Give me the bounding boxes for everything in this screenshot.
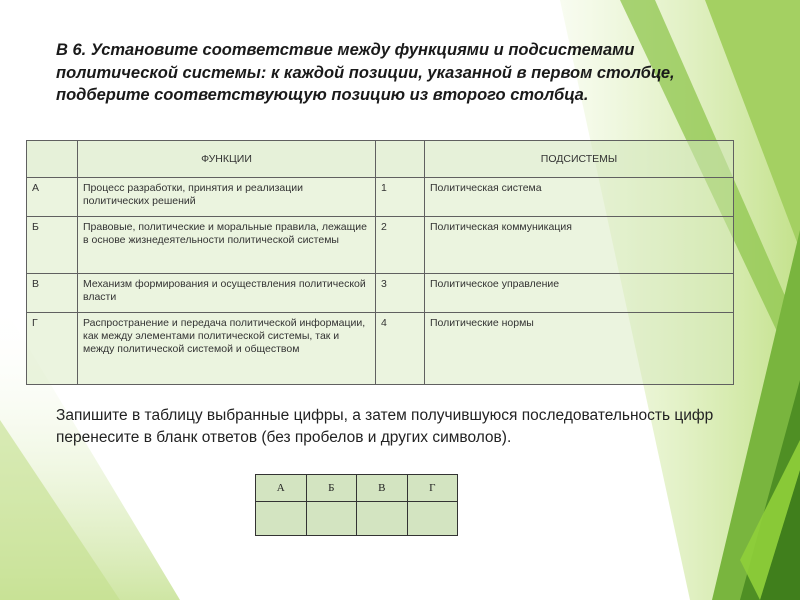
answer-letter-b: Б bbox=[306, 475, 356, 502]
row-function: Правовые, политические и моральные правила, лежащие в основе жизнедеятельности политической системы bbox=[78, 217, 376, 274]
row-function: Распространение и передача политической информации, как между элементами политической системы, так и между политической системой и обществом bbox=[78, 313, 376, 385]
row-function: Процесс разработки, принятия и реализации политических решений bbox=[78, 178, 376, 217]
row-letter: А bbox=[27, 178, 78, 217]
answer-letter-g: Г bbox=[407, 475, 457, 502]
table-header-row bbox=[27, 141, 734, 178]
row-letter: Г bbox=[27, 313, 78, 385]
answer-cell-b[interactable] bbox=[306, 502, 356, 536]
row-subsystem: Политическая система bbox=[425, 178, 734, 217]
row-letter: Б bbox=[27, 217, 78, 274]
header-functions: ФУНКЦИИ bbox=[78, 141, 376, 178]
answer-letter-a: А bbox=[256, 475, 307, 502]
row-subsystem: Политическая коммуникация bbox=[425, 217, 734, 274]
row-function: Механизм формирования и осуществления политической власти bbox=[78, 274, 376, 313]
header-empty-number bbox=[376, 141, 425, 178]
row-subsystem: Политическое управление bbox=[425, 274, 734, 313]
row-number: 2 bbox=[376, 217, 425, 274]
row-number: 1 bbox=[376, 178, 425, 217]
answer-cell-a[interactable] bbox=[256, 502, 307, 536]
instruction-text: Запишите в таблицу выбранные цифры, а затем получившуюся последовательность цифр перенесите в бланк ответов (без пробелов и других символов). bbox=[56, 407, 714, 446]
table-row bbox=[27, 313, 734, 385]
header-subsystems: ПОДСИСТЕМЫ bbox=[425, 141, 734, 178]
table-row bbox=[27, 274, 734, 313]
answer-cell-v[interactable] bbox=[357, 502, 408, 536]
answer-cell-g[interactable] bbox=[407, 502, 457, 536]
header-empty-letter bbox=[27, 141, 78, 178]
row-number: 4 bbox=[376, 313, 425, 385]
answer-letter-v: В bbox=[357, 475, 408, 502]
matching-table bbox=[26, 140, 734, 385]
row-number: 3 bbox=[376, 274, 425, 313]
table-row bbox=[27, 217, 734, 274]
row-letter: В bbox=[27, 274, 78, 313]
answer-table bbox=[255, 474, 458, 536]
row-subsystem: Политические нормы bbox=[425, 313, 734, 385]
answer-input-row bbox=[256, 502, 458, 536]
task-title: В 6. Установите соответствие между функциями и подсистемами политической системы: к каждой позиции, указанной в первом столбце, подберите соответствующую позицию из второго столбца. bbox=[56, 41, 675, 104]
answer-header-row bbox=[256, 475, 458, 502]
table-row bbox=[27, 178, 734, 217]
